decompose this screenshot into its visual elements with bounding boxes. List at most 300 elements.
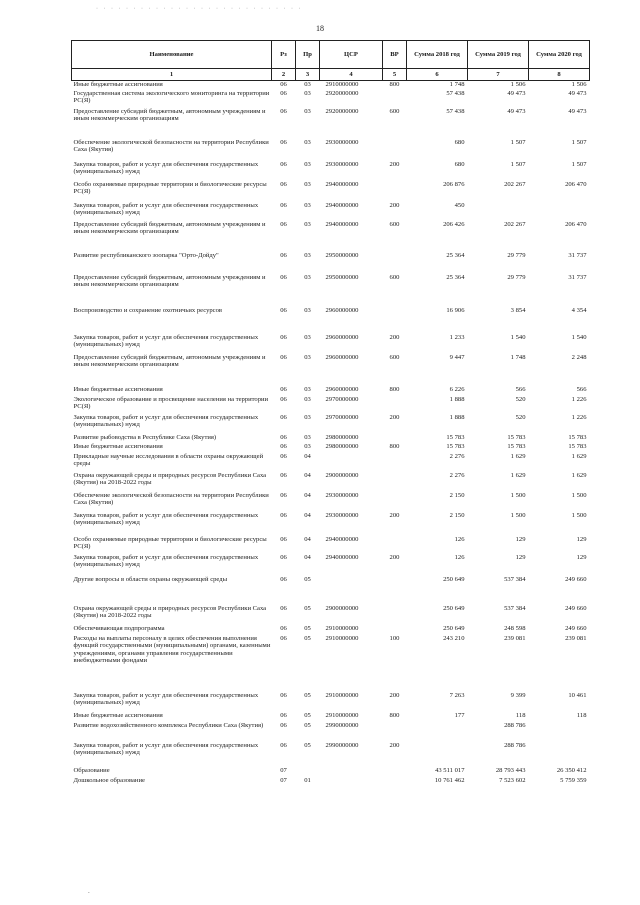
row-sum-2020: 31 737: [568, 273, 587, 281]
row-sum-2018: 250 649: [443, 624, 465, 632]
row-csr: 2960000000: [325, 385, 359, 393]
row-csr: 2950000000: [325, 273, 359, 281]
row-pr: [296, 767, 320, 777]
row-pr: 03: [304, 160, 311, 168]
row-vr: 200: [389, 553, 400, 561]
row-csr: 2900000000: [325, 604, 359, 612]
col-number: 7: [468, 69, 529, 81]
row-sum-2018: [407, 742, 468, 767]
col-number: 4: [320, 69, 383, 81]
row-sum-2018: 25 364: [446, 273, 465, 281]
row-name: Другие вопросы в области охраны окружающей среды: [73, 575, 228, 583]
row-rz: 06: [280, 691, 287, 699]
row-sum-2020: 1 500: [571, 491, 587, 499]
row-vr: 200: [389, 741, 400, 749]
table-row: [72, 692, 590, 712]
table-row: [72, 396, 590, 414]
row-vr: 200: [389, 691, 400, 699]
table-row: [72, 354, 590, 386]
row-vr: [383, 252, 407, 274]
row-pr: 03: [304, 201, 311, 209]
row-pr: 05: [304, 691, 311, 699]
row-pr: 05: [304, 624, 311, 632]
row-sum-2019: 29 779: [507, 251, 526, 259]
row-sum-2018: 2 276: [449, 471, 465, 479]
row-csr: 2940000000: [325, 180, 359, 188]
row-vr: [383, 90, 407, 108]
col-number: 6: [407, 69, 468, 81]
row-csr: 2940000000: [325, 535, 359, 543]
row-rz: 06: [280, 553, 287, 561]
row-vr: [383, 722, 407, 742]
row-sum-2019: 1 629: [510, 471, 526, 479]
row-name: Иные бюджетные ассигнования: [73, 442, 163, 450]
row-sum-2020: 239 081: [565, 634, 587, 642]
header-sum-2018: Сумма 2018 год: [407, 41, 468, 69]
row-sum-2019: 129: [515, 535, 526, 543]
row-sum-2019: 129: [515, 553, 526, 561]
row-name: Охрана окружающей среды и природных ресурсов Республики Саха (Якутия) на 2018-2022 годы: [73, 471, 267, 487]
row-sum-2020: 49 473: [568, 107, 587, 115]
row-sum-2018: 1 748: [449, 81, 465, 88]
row-csr: 2930000000: [325, 511, 359, 519]
row-sum-2019: 1 629: [510, 452, 526, 460]
row-vr: 200: [389, 160, 400, 168]
row-csr: [320, 767, 383, 777]
row-csr: 2940000000: [325, 220, 359, 228]
col-number: 8: [529, 69, 590, 81]
row-pr: 03: [304, 385, 311, 393]
row-sum-2019: 15 783: [507, 433, 526, 441]
row-rz: 06: [280, 89, 287, 97]
row-name: Обеспечение экологической безопасности на территории Республики Саха (Якутия): [73, 138, 269, 154]
row-sum-2018: 680: [454, 138, 465, 146]
row-pr: 01: [304, 776, 311, 784]
row-sum-2018: 57 438: [446, 107, 465, 115]
row-pr: 05: [304, 575, 311, 583]
row-sum-2019: 239 081: [504, 634, 526, 642]
row-sum-2019: 537 384: [504, 604, 526, 612]
row-rz: 07: [280, 776, 287, 784]
row-csr: 2910000000: [325, 624, 359, 632]
row-name: Государственная система экологического мониторинга на территории РС(Я): [73, 89, 270, 105]
row-rz: 06: [280, 575, 287, 583]
row-vr: [383, 576, 407, 605]
row-sum-2020: 1 507: [571, 138, 587, 146]
table-row: [72, 742, 590, 767]
table-row: [72, 512, 590, 536]
table-row: [72, 90, 590, 108]
row-sum-2020: 5 759 359: [560, 776, 587, 784]
table-row: [72, 274, 590, 307]
row-rz: 06: [280, 491, 287, 499]
row-vr: 600: [389, 353, 400, 361]
row-name: Охрана окружающей среды и природных ресурсов Республики Саха (Якутия) на 2018-2022 годы: [73, 604, 267, 620]
budget-table: [71, 40, 590, 787]
row-rz: 06: [280, 306, 287, 314]
row-csr: 2960000000: [325, 353, 359, 361]
table-row: [72, 472, 590, 492]
row-csr: 2980000000: [325, 433, 359, 441]
table-row: [72, 625, 590, 635]
scan-speck: .: [88, 887, 90, 895]
row-name: Закупка товаров, работ и услуг для обеспечения государственных (муниципальных) нужд: [73, 160, 259, 176]
row-name: Развитие водохозяйственного комплекса Республики Саха (Якутия): [73, 721, 264, 729]
row-pr: 05: [304, 741, 311, 749]
row-sum-2020: 1 507: [571, 160, 587, 168]
row-vr: [383, 139, 407, 161]
row-sum-2020: 206 470: [565, 220, 587, 228]
row-vr: 200: [389, 511, 400, 519]
row-name: Предоставление субсидий бюджетным, автономным учреждениям и иным некоммерческим организациям: [73, 353, 266, 369]
row-sum-2019: 520: [515, 413, 526, 421]
row-pr: 04: [304, 511, 311, 519]
row-name: Закупка товаров, работ и услуг для обеспечения государственных (муниципальных) нужд: [73, 511, 259, 527]
row-pr: 03: [304, 220, 311, 228]
row-sum-2019: 537 384: [504, 575, 526, 583]
row-vr: 800: [389, 711, 400, 719]
row-csr: 2940000000: [325, 553, 359, 561]
row-vr: [383, 307, 407, 334]
row-sum-2018: 6 226: [449, 385, 465, 393]
row-pr: 03: [304, 433, 311, 441]
row-csr: 2960000000: [325, 306, 359, 314]
row-rz: 06: [280, 385, 287, 393]
row-pr: 04: [304, 452, 311, 460]
row-sum-2018: 250 649: [443, 604, 465, 612]
row-sum-2020: 129: [576, 553, 587, 561]
col-number: 5: [383, 69, 407, 81]
row-sum-2019: 202 267: [504, 180, 526, 188]
row-name: Особо охраняемые природные территории и биологические ресурсы РС(Я): [73, 535, 267, 551]
row-csr: 2900000000: [325, 471, 359, 479]
row-vr: [383, 605, 407, 625]
row-name: Особо охраняемые природные территории и биологические ресурсы РС(Я): [73, 180, 267, 196]
row-sum-2019: 28 793 443: [495, 766, 526, 774]
row-csr: 2920000000: [325, 89, 359, 97]
row-pr: 04: [304, 471, 311, 479]
row-vr: [383, 453, 407, 472]
row-rz: 06: [280, 442, 287, 450]
row-pr: 03: [304, 395, 311, 403]
row-rz: 06: [280, 624, 287, 632]
table-row: [72, 307, 590, 334]
row-sum-2020: 4 354: [571, 306, 587, 314]
row-sum-2020: 1 629: [571, 452, 587, 460]
row-sum-2020: 15 783: [568, 433, 587, 441]
row-sum-2020: 26 350 412: [556, 766, 587, 774]
row-name: Расходы на выплаты персоналу в целях обеспечения выполнения функций государственными (муниципальными) органами, казенными учреждениями, органами управления государственными внебюджетными фондами: [73, 634, 271, 665]
row-name: Обеспечивающая подпрограмма: [73, 624, 165, 632]
row-sum-2018: 15 783: [446, 433, 465, 441]
row-vr: [383, 777, 407, 787]
table-row: [72, 712, 590, 722]
row-name: Развитие республиканского зоопарка "Орто-Дойду": [73, 251, 219, 259]
row-vr: [383, 625, 407, 635]
row-sum-2020: 10 461: [568, 691, 587, 699]
row-sum-2018: 15 783: [446, 442, 465, 450]
row-rz: 06: [280, 741, 287, 749]
table-row: [72, 722, 590, 742]
row-sum-2018: 206 426: [443, 220, 465, 228]
row-sum-2019: 7 523 602: [499, 776, 526, 784]
row-sum-2018: 2 150: [449, 491, 465, 499]
row-pr: 03: [304, 413, 311, 421]
row-csr: [320, 777, 383, 787]
header-csr: ЦСР: [320, 41, 383, 69]
row-sum-2020: 1 629: [571, 471, 587, 479]
table-row: [72, 139, 590, 161]
row-name: Прикладные научные исследования в области охраны окружающей среды: [73, 452, 264, 468]
row-sum-2019: 49 473: [507, 89, 526, 97]
row-name: Обеспечение экологической безопасности на территории Республики Саха (Якутия): [73, 491, 269, 507]
row-sum-2019: 29 779: [507, 273, 526, 281]
row-csr: 2970000000: [325, 395, 359, 403]
row-sum-2020: [529, 202, 590, 221]
row-name: Закупка товаров, работ и услуг для обеспечения государственных (муниципальных) нужд: [73, 553, 259, 569]
table-row: [72, 605, 590, 625]
row-name: Образование: [73, 766, 110, 774]
table-row: [72, 767, 590, 777]
table-row: [72, 221, 590, 252]
header-sum-2020: Сумма 2020 год: [529, 41, 590, 69]
row-rz: 06: [280, 535, 287, 543]
row-sum-2019: 1 500: [510, 491, 526, 499]
row-pr: 03: [304, 180, 311, 188]
row-sum-2020: 15 783: [568, 442, 587, 450]
row-sum-2019: 1 748: [510, 353, 526, 361]
row-sum-2018: 126: [454, 535, 465, 543]
table-row: [72, 334, 590, 354]
row-csr: 2920000000: [325, 107, 359, 115]
row-sum-2020: 1 226: [571, 413, 587, 421]
row-sum-2020: [529, 742, 590, 767]
row-pr: 03: [304, 353, 311, 361]
header-vr: ВР: [383, 41, 407, 69]
row-vr: 200: [389, 333, 400, 341]
row-pr: 03: [304, 306, 311, 314]
row-sum-2019: 1 507: [510, 138, 526, 146]
row-sum-2019: 248 598: [504, 624, 526, 632]
row-csr: 2910000000: [325, 634, 359, 642]
row-sum-2020: [529, 722, 590, 742]
row-vr: 600: [389, 273, 400, 281]
row-sum-2018: 2 150: [449, 511, 465, 519]
row-vr: [383, 536, 407, 554]
row-sum-2020: 1 226: [571, 395, 587, 403]
row-sum-2018: 16 906: [446, 306, 465, 314]
row-csr: 2910000000: [325, 711, 359, 719]
row-vr: 800: [389, 81, 400, 88]
row-sum-2018: 177: [454, 711, 465, 719]
row-vr: 800: [389, 442, 400, 450]
row-sum-2020: 206 470: [565, 180, 587, 188]
table-row: [72, 108, 590, 139]
row-sum-2020: 1 506: [571, 81, 587, 88]
table-row: [72, 777, 590, 787]
table-row: [72, 576, 590, 605]
scan-specks: · · · · · · · · · · · · · · · · · · · · · · · · · · · ·: [96, 6, 303, 12]
row-vr: 600: [389, 107, 400, 115]
row-rz: 06: [280, 107, 287, 115]
row-sum-2019: 202 267: [504, 220, 526, 228]
row-vr: [383, 492, 407, 512]
row-sum-2018: 7 263: [449, 691, 465, 699]
row-vr: 200: [389, 413, 400, 421]
table-row: [72, 202, 590, 221]
row-csr: [320, 576, 383, 605]
row-name: Предоставление субсидий бюджетным, автономным учреждениям и иным некоммерческим организациям: [73, 273, 266, 289]
row-rz: 06: [280, 353, 287, 361]
table-row: [72, 443, 590, 453]
row-name: Предоставление субсидий бюджетным, автономным учреждениям и иным некоммерческим организациям: [73, 220, 266, 236]
row-csr: 2980000000: [325, 442, 359, 450]
row-sum-2019: 118: [515, 711, 526, 719]
row-vr: [383, 434, 407, 443]
row-sum-2020: 249 660: [565, 624, 587, 632]
header-name: Наименование: [72, 41, 272, 69]
table-row: [72, 181, 590, 202]
row-name: Закупка товаров, работ и услуг для обеспечения государственных (муниципальных) нужд: [73, 413, 259, 429]
row-vr: [383, 181, 407, 202]
row-csr: 2960000000: [325, 333, 359, 341]
header-rz: Рз: [272, 41, 296, 69]
row-csr: 2930000000: [325, 138, 359, 146]
row-sum-2020: 249 660: [565, 604, 587, 612]
row-pr: 05: [304, 634, 311, 642]
row-sum-2018: 206 876: [443, 180, 465, 188]
row-sum-2018: 126: [454, 553, 465, 561]
row-sum-2019: 15 783: [507, 442, 526, 450]
row-rz: 06: [280, 452, 287, 460]
table-row: [72, 554, 590, 576]
row-sum-2019: 1 507: [510, 160, 526, 168]
row-sum-2019: 1 500: [510, 511, 526, 519]
row-csr: 2930000000: [325, 160, 359, 168]
row-rz: 06: [280, 201, 287, 209]
row-csr: 2940000000: [325, 201, 359, 209]
row-name: Воспроизводство и сохранение охотничьих ресурсов: [73, 306, 223, 314]
row-pr: 03: [304, 89, 311, 97]
row-rz: 06: [280, 413, 287, 421]
row-csr: 2930000000: [325, 491, 359, 499]
row-sum-2018: [407, 722, 468, 742]
row-sum-2018: 1 888: [449, 413, 465, 421]
row-csr: 2910000000: [325, 81, 359, 88]
row-sum-2020: 566: [576, 385, 587, 393]
table-row: [72, 414, 590, 434]
row-pr: 05: [304, 711, 311, 719]
page-number: 18: [316, 24, 324, 33]
row-sum-2018: 1 233: [449, 333, 465, 341]
row-sum-2018: 243 210: [443, 634, 465, 642]
row-pr: 05: [304, 721, 311, 729]
row-csr: 2910000000: [325, 691, 359, 699]
row-pr: 04: [304, 491, 311, 499]
row-vr: 200: [389, 201, 400, 209]
col-number: 1: [72, 69, 272, 81]
row-pr: 03: [304, 333, 311, 341]
row-sum-2018: 680: [454, 160, 465, 168]
row-name: Предоставление субсидий бюджетным, автономным учреждениям и иным некоммерческим организациям: [73, 107, 266, 123]
row-sum-2019: 1 506: [510, 81, 526, 88]
row-sum-2020: 249 660: [565, 575, 587, 583]
row-rz: 06: [280, 273, 287, 281]
row-sum-2020: 2 248: [571, 353, 587, 361]
table-row: [72, 492, 590, 512]
table-row: [72, 161, 590, 181]
row-vr: 800: [389, 385, 400, 393]
row-rz: 06: [280, 333, 287, 341]
table-row: [72, 635, 590, 692]
row-sum-2019: 3 854: [510, 306, 526, 314]
row-rz: 06: [280, 721, 287, 729]
row-name: Развитие рыбоводства в Республике Саха (Якутия): [73, 433, 217, 441]
row-sum-2019: [468, 202, 529, 221]
row-rz: 06: [280, 711, 287, 719]
row-pr: 03: [304, 107, 311, 115]
row-pr: 05: [304, 604, 311, 612]
header-sum-2019: Сумма 2019 год: [468, 41, 529, 69]
table-row: [72, 536, 590, 554]
row-name: Иные бюджетные ассигнования: [73, 711, 163, 719]
row-sum-2019: 9 399: [510, 691, 526, 699]
row-csr: 2990000000: [325, 741, 359, 749]
row-sum-2018: 1 888: [449, 395, 465, 403]
row-name: Закупка товаров, работ и услуг для обеспечения государственных (муниципальных) нужд: [73, 201, 259, 217]
row-sum-2020: 31 737: [568, 251, 587, 259]
row-sum-2018: 250 649: [443, 575, 465, 583]
row-sum-2020: 129: [576, 535, 587, 543]
row-name: Закупка товаров, работ и услуг для обеспечения государственных (муниципальных) нужд: [73, 741, 259, 757]
row-rz: 06: [280, 138, 287, 146]
row-pr: 03: [304, 273, 311, 281]
header-row: [72, 41, 590, 69]
row-rz: 06: [280, 433, 287, 441]
row-vr: [383, 472, 407, 492]
table-row: [72, 434, 590, 443]
row-sum-2019: 49 473: [507, 107, 526, 115]
row-name: Закупка товаров, работ и услуг для обеспечения государственных (муниципальных) нужд: [73, 691, 259, 707]
row-sum-2020: 118: [576, 711, 587, 719]
row-rz: 06: [280, 251, 287, 259]
row-name: Экологическое образование и просвещение населения на территории РС(Я): [73, 395, 269, 411]
row-pr: 04: [304, 553, 311, 561]
row-sum-2018: 10 761 462: [434, 776, 465, 784]
row-rz: 06: [280, 471, 287, 479]
table-body: [72, 81, 590, 787]
row-vr: [383, 767, 407, 777]
row-sum-2019: 288 786: [504, 721, 526, 729]
table-row: [72, 453, 590, 472]
row-csr: 2970000000: [325, 413, 359, 421]
row-sum-2020: 1 540: [571, 333, 587, 341]
row-rz: 06: [280, 180, 287, 188]
row-name: Закупка товаров, работ и услуг для обеспечения государственных (муниципальных) нужд: [73, 333, 259, 349]
row-rz: 06: [280, 604, 287, 612]
row-csr: 2990000000: [325, 721, 359, 729]
row-sum-2018: 43 511 017: [435, 766, 465, 774]
row-pr: 03: [304, 81, 311, 88]
row-pr: 03: [304, 251, 311, 259]
col-number: 2: [272, 69, 296, 81]
row-pr: 04: [304, 535, 311, 543]
row-pr: 03: [304, 442, 311, 450]
row-rz: 06: [280, 395, 287, 403]
row-vr: 100: [389, 634, 400, 642]
row-rz: 06: [280, 160, 287, 168]
row-csr: 2950000000: [325, 251, 359, 259]
